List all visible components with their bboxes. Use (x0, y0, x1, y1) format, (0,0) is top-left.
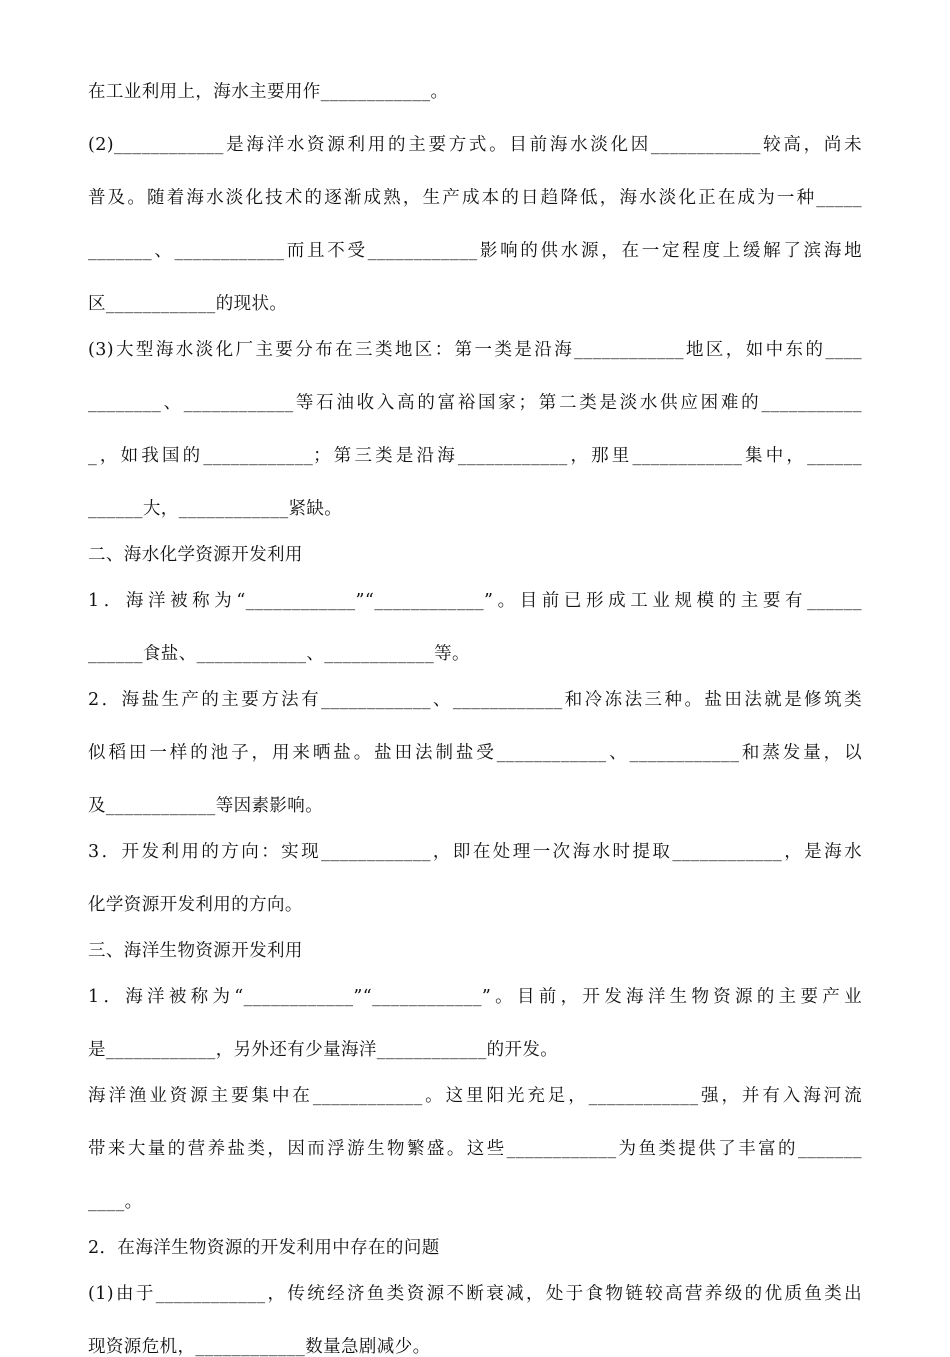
text-line-21: 海洋渔业资源主要集中在____________。这里阳光充足，____________强，并有入海河流 (88, 1086, 862, 1106)
text-line-24: 2．在海洋生物资源的开发利用中存在的问题 (88, 1238, 440, 1258)
text-line-5: 区____________的现状。 (88, 294, 288, 314)
text-line-13: 2．海盐生产的主要方法有____________、____________和冷冻法三种。盐田法就是修筑类 (88, 690, 862, 710)
text-line-15: 及____________等因素影响。 (88, 796, 324, 816)
section-heading-2: 二、海水化学资源开发利用 (88, 545, 303, 565)
text-line-26: 现资源危机，____________数量急剧减少。 (88, 1337, 431, 1357)
worksheet-page (88, 82, 862, 1357)
text-line-19: 1．海洋被称为“____________”“____________”。目前，开发海洋生物资源的主要产业 (88, 987, 862, 1007)
text-line-1: 在工业利用上，海水主要用作____________。 (88, 82, 449, 102)
text-line-20: 是____________，另外还有少量海洋____________的开发。 (88, 1040, 559, 1060)
text-line-2: (2)____________是海洋水资源利用的主要方式。目前海水淡化因____________较高，尚未 (88, 135, 862, 155)
text-line-22: 带来大量的营养盐类，因而浮游生物繁盛。这些____________为鱼类提供了丰富的_______ (88, 1139, 862, 1159)
text-line-23: ____。 (88, 1192, 143, 1212)
text-line-4: _______、____________而且不受____________影响的供水源，在一定程度上缓解了滨海地 (88, 241, 862, 261)
text-line-25: (1)由于____________，传统经济鱼类资源不断衰减，处于食物链较高营养级的优质鱼类出 (88, 1284, 862, 1304)
section-heading-3: 三、海洋生物资源开发利用 (88, 941, 303, 961)
text-line-3: 普及。随着海水淡化技术的逐渐成熟，生产成本的日趋降低，海水淡化正在成为一种_____ (88, 188, 862, 208)
text-line-16: 3．开发利用的方向：实现____________，即在处理一次海水时提取____________，是海水 (88, 842, 862, 862)
text-line-7: ________、____________等石油收入高的富裕国家；第二类是淡水供应困难的___________ (88, 393, 862, 413)
text-line-6: (3)大型海水淡化厂主要分布在三类地区：第一类是沿海____________地区，如中东的____ (88, 340, 862, 360)
text-line-12: ______食盐、____________、____________等。 (88, 644, 470, 664)
text-line-14: 似稻田一样的池子，用来晒盐。盐田法制盐受____________、____________和蒸发量，以 (88, 743, 862, 763)
text-line-11: 1．海洋被称为“____________”“____________”。目前已形成工业规模的主要有______ (88, 591, 862, 611)
text-line-17: 化学资源开发利用的方向。 (88, 895, 303, 915)
text-line-9: ______大，____________紧缺。 (88, 499, 343, 519)
text-line-8: _，如我国的____________；第三类是沿海____________，那里____________集中，______ (88, 446, 862, 466)
